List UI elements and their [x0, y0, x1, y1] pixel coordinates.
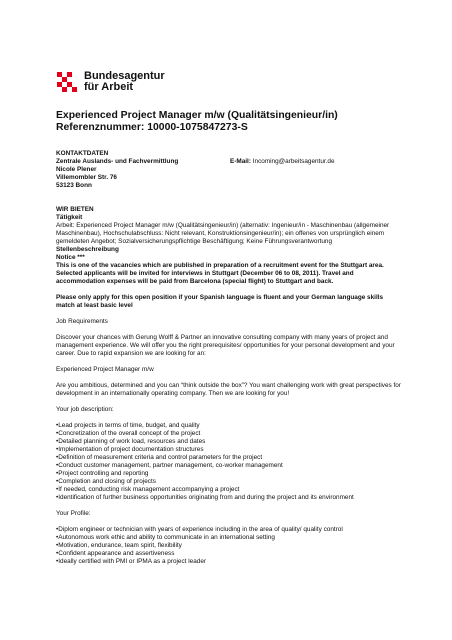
contact-name: Nicole Plener [56, 166, 97, 173]
offer-heading: WIR BIETEN [56, 206, 94, 213]
activity-text: Arbeit: Experienced Project Manager m/w (Qualitätsingenieur/in) (alternativ: Ingenieur/in - Maschinenbau (allgemeiner Maschinenbau), Hochschulabschluss: Nicht relevant, Konstruktionsingenieur/in); ein offenes von ursprünglich einem gemeldeten Angebot; Sozialversicherungspflichtige Beschäftigung; Keine Führungsverantwortung [56, 222, 390, 245]
list-item: •If needed, conducting risk management accompanying a project [56, 486, 240, 493]
job-title: Experienced Project Manager m/w (Qualitätsingenieur/in) [56, 110, 338, 121]
agency-logo-text [84, 71, 165, 93]
list-item: •Confident appearance and assertiveness [56, 550, 175, 557]
logo-line-1: Bundesagentur [84, 70, 165, 82]
agency-logo [56, 71, 165, 93]
list-item: •Detailed planning of work load, resources and dates [56, 438, 206, 445]
list-item: •Implementation of project documentation structures [56, 446, 204, 453]
list-item: •Project controlling and reporting [56, 470, 149, 477]
apply-text: Please only apply for this open position if your Spanish language is fluent and your German language skills match at least basic level [56, 294, 384, 309]
contact-address [56, 158, 230, 190]
contact-email-block [230, 158, 335, 190]
job-description-label: Your job description: [56, 406, 114, 413]
reference-number: Referenznummer: 10000-1075847273-S [56, 122, 248, 133]
contact-row [56, 158, 401, 190]
profile-list [56, 526, 401, 566]
list-item: •Completion and closing of projects [56, 478, 156, 485]
document-body [56, 110, 401, 566]
list-item: •Concretization of the overall concept of the project [56, 430, 201, 437]
contact-city: 53123 Bonn [56, 182, 92, 189]
list-item: •Identification of further business opportunities originating from and during the project and its environment [56, 494, 354, 501]
activity-label: Tätigkeit [56, 214, 83, 221]
agency-logo-icon [56, 71, 78, 93]
job-description-list [56, 422, 401, 502]
list-item: •Definition of measurement criteria and control parameters for the project [56, 454, 263, 461]
position-name: Experienced Project Manager m/w [56, 366, 154, 373]
description-label: Stellenbeschreibung [56, 246, 119, 253]
notice-label: Notice *** [56, 254, 85, 261]
list-item: •Ideally certified with PMI or IPMA as a project leader [56, 558, 206, 565]
list-item: •Motivation, endurance, team spirit, flexibility [56, 542, 182, 549]
email-link[interactable]: Incoming@arbeitsagentur.de [252, 158, 335, 165]
job-requirements-label: Job Requirements [56, 318, 108, 325]
list-item: •Autonomous work ethic and ability to communicate in an international setting [56, 534, 275, 541]
profile-label: Your Profile: [56, 510, 91, 517]
contact-heading: KONTAKTDATEN [56, 150, 109, 157]
logo-line-2: für Arbeit [84, 81, 134, 93]
company-intro: Discover your chances with Gerung Wolff & Partner an innovative consulting company with many years of project and management experience. We will offer you the right prerequisites/ opportunities for your personal development and your career. Due to rapid expansion we are looking for an: [56, 334, 395, 357]
notice-text: This is one of the vacancies which are published in preparation of a recruitment event for the Stuttgart area. Selected applicants will be invited for interviews in Stuttgart (December 06 to 08, 2011). Travel and accommodation expenses will be paid from Barcelona (special flight) to Stuttgart and back. [56, 262, 384, 285]
list-item: •Lead projects in terms of time, budget, and quality [56, 422, 200, 429]
list-item: •Conduct customer management, partner management, co-worker management [56, 462, 283, 469]
ambition-text: Are you ambitious, determined and you can “think outside the box”? You want challenging work with great perspectives for development in an internationally operating company. Then we are looking for you! [56, 382, 401, 397]
list-item: •Diplom engineer or technician with years of experience including in the area of quality/ quality control [56, 526, 343, 533]
contact-street: Villemombler Str. 76 [56, 174, 117, 181]
contact-org: Zentrale Auslands- und Fachvermittlung [56, 158, 179, 165]
email-label: E-Mail: [230, 158, 251, 165]
